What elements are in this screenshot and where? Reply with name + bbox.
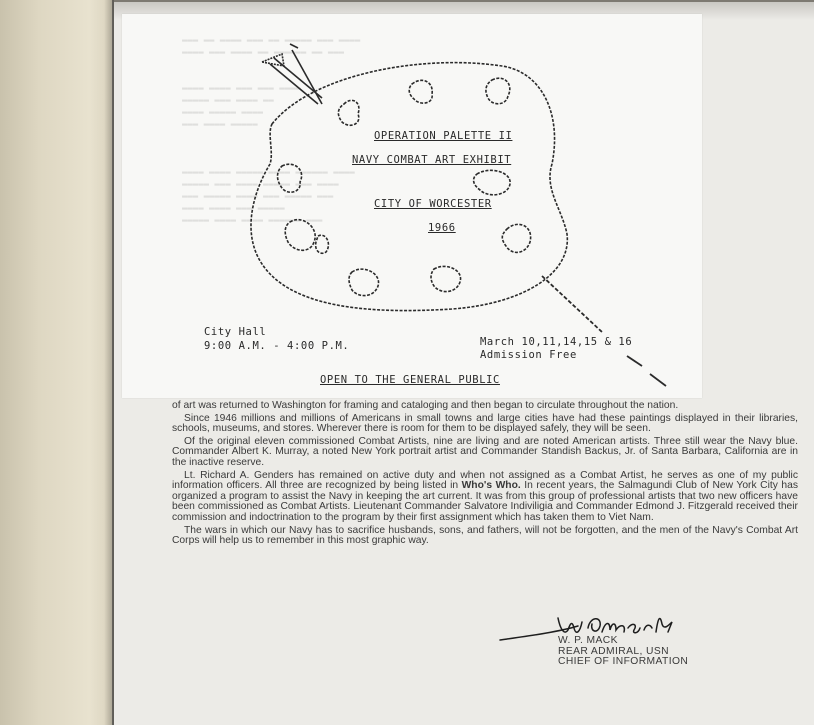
paragraph-4-part-1: Lt. Richard A. Genders has remained on active duty and when not assigned as a Combat Artist, he serves as one of my public information officers. All three are recognized by being listed in bbox=[172, 469, 798, 492]
poster-open-notice: OPEN TO THE GENERAL PUBLIC bbox=[320, 374, 500, 386]
paragraph-3: Of the original eleven commissioned Combat Artists, nine are living and are noted American artists. Three still wear the Navy blue. Commander Albert K. Murray, a noted New York portrait artist and Commander Standish Backus, Jr. of Santa Barbara, California are in the inactive reserve. bbox=[172, 435, 798, 468]
whos-who-reference: Who's Who. bbox=[461, 480, 521, 492]
palette-outline bbox=[251, 63, 567, 311]
paint-blob-1 bbox=[338, 100, 359, 125]
exhibit-poster bbox=[122, 14, 702, 398]
paragraph-2: Since 1946 millions and millions of Americans in small towns and large cities have had these paintings displayed in their libraries, schools, museums, and stores. Wherever there is room for them to be displayed safely, they will be seen. bbox=[172, 412, 798, 435]
document-page bbox=[114, 2, 814, 725]
poster-title-line-1: OPERATION PALETTE II bbox=[374, 130, 513, 142]
paint-blob-5 bbox=[474, 170, 511, 194]
signer-rank: REAR ADMIRAL, USN bbox=[558, 645, 669, 657]
paint-blob-8 bbox=[502, 224, 530, 252]
poster-year: 1966 bbox=[428, 222, 456, 234]
paint-blob-7 bbox=[316, 235, 329, 253]
signer-title: CHIEF OF INFORMATION bbox=[558, 656, 689, 668]
poster-title-line-2: NAVY COMBAT ART EXHIBIT bbox=[352, 154, 512, 166]
paint-blob-2 bbox=[409, 80, 432, 103]
poster-admission: Admission Free bbox=[480, 349, 577, 361]
paragraph-4 bbox=[172, 471, 798, 524]
paint-blob-10 bbox=[431, 266, 461, 291]
poster-venue: City Hall bbox=[204, 326, 267, 338]
paint-blob-9 bbox=[349, 269, 379, 295]
paragraph-4-part-2: In recent years, the Salmagundi Club of New York City has organized a program to assist the Navy in keeping the art current. It was from this group of professional artists that two new officers have been commissioned as Combat Artists. Lieutenant Commander Salvatore Indiviligia and Commander Edmond J. Fitzgerald received their commission and indoctrination to the program by their first assignment which has taken them to Viet Nam. bbox=[172, 480, 798, 523]
bleed-through-text: ▬▬▬ ▬▬ ▬▬▬▬ ▬▬▬ ▬▬ ▬▬▬▬▬ ▬▬▬ ▬▬▬▬ ▬▬▬▬ ▬▬▬ ▬▬▬▬ ▬▬ ▬▬▬▬▬▬ ▬▬ ▬▬▬ ▬▬▬▬ ▬▬▬▬ ▬▬▬ ▬▬▬ ▬▬▬▬ ▬▬▬▬▬ ▬▬▬ ▬▬▬▬ ▬▬ ▬▬▬▬ ▬▬▬▬▬ ▬▬▬▬ ▬▬▬ ▬▬▬▬ ▬▬▬▬▬ ▬▬▬▬ ▬▬▬▬ ▬▬▬▬▬ ▬▬▬▬ ▬▬▬▬▬▬ ▬▬▬▬ ▬▬▬▬▬ ▬▬▬ ▬▬▬▬ ▬▬▬▬▬ ▬▬▬ ▬▬▬▬ ▬▬▬ ▬▬▬▬▬ ▬▬▬▬ ▬▬▬ ▬▬▬▬▬ ▬▬▬ ▬▬▬▬ ▬▬▬▬ ▬▬▬ ▬▬▬▬▬ ▬▬▬▬▬ ▬▬▬▬ ▬▬▬▬ ▬▬▬▬▬▬ ▬▬▬ bbox=[182, 35, 361, 225]
poster-dates: March 10,11,14,15 & 16 bbox=[480, 336, 633, 348]
paint-blob-6 bbox=[285, 220, 315, 251]
paragraph-1: of art was returned to Washington for framing and cataloging and then began to circulate throughout the nation. bbox=[172, 400, 679, 411]
paint-blob-4 bbox=[278, 164, 302, 192]
signer-name: W. P. MACK bbox=[558, 635, 618, 646]
poster-hours: 9:00 A.M. - 4:00 P.M. bbox=[204, 340, 350, 352]
booklet-cover-page bbox=[0, 0, 112, 725]
signature-block bbox=[558, 636, 688, 668]
poster-city: CITY OF WORCESTER bbox=[374, 198, 492, 210]
paint-blob-3 bbox=[486, 78, 510, 104]
paint-brush-icon-lower bbox=[542, 276, 666, 386]
paint-brush-icon bbox=[262, 44, 322, 104]
paragraph-5: The wars in which our Navy has to sacrifice husbands, sons, and fathers, will not be forgotten, and the men of the Navy's Combat Art Corps will help us to remember in this most graphic way. bbox=[172, 524, 798, 547]
page-fold-shadow bbox=[104, 0, 114, 725]
letter-body bbox=[172, 401, 798, 549]
